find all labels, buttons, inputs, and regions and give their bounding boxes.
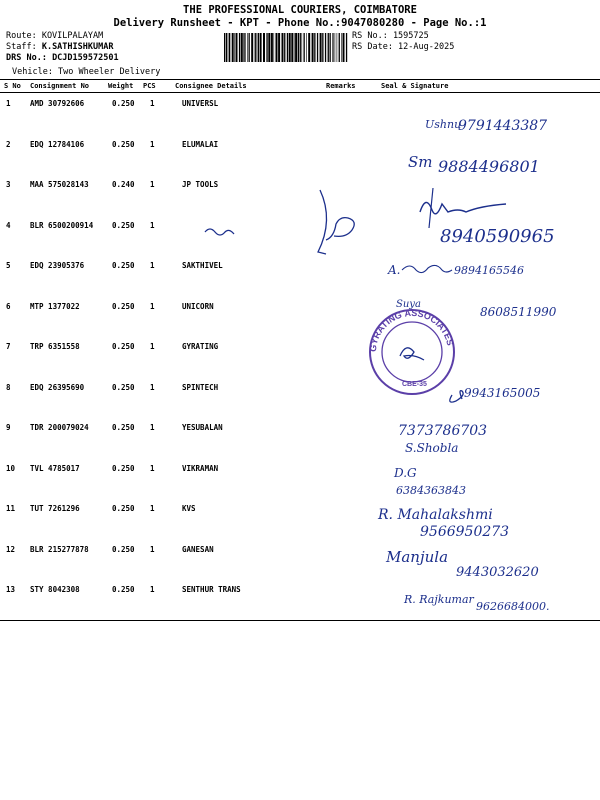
barcode-bar [337,33,338,62]
barcode-bar [229,33,230,62]
row-weight: 0.250 [112,544,135,554]
row-weight: 0.250 [112,301,135,311]
row-consignment: AMD 30792606 [30,99,85,108]
row-pcs: 1 [150,99,155,108]
row-weight: 0.250 [112,585,135,594]
barcode-bar [289,33,291,62]
row-consignee: SPINTECH [182,382,219,392]
barcode-bar [236,33,238,62]
row-consignment: STY 8042308 [30,585,80,594]
barcode-bar [308,33,310,62]
barcode-bar [284,33,285,62]
barcode-bar [239,33,240,62]
row-weight: 0.250 [112,99,135,108]
barcode-bar [298,33,299,62]
row-sno: 12 [6,544,16,554]
col-weight: Weight [108,82,134,90]
signature-row-11: R. Mahalakshmi [378,507,493,523]
row-sno: 1 [6,99,11,108]
signature-row-1: Ushnu [425,118,462,131]
barcode-bar [302,33,303,62]
phone-row-1: 9791443387 [458,118,548,134]
row-pcs: 1 [150,180,155,189]
barcode-bar [287,33,288,62]
row-sno: 2 [6,139,11,149]
barcode-bar [266,33,267,62]
barcode-bar [317,33,318,62]
barcode-bar [232,33,234,62]
row-sno: 3 [6,180,11,189]
row-consignment: BLR 215277878 [30,544,89,554]
signature-row-10: D.G [394,466,417,480]
row-consignment: TDR 200079024 [30,423,89,432]
phone-row-6: 8608511990 [480,305,557,319]
barcode-bar [224,33,225,62]
row-sno: 10 [6,463,16,473]
row-consignee: SAKTHIVEL [182,261,223,270]
row-pcs: 1 [150,261,155,270]
table-row [0,417,600,457]
barcode-bar [312,33,314,62]
row-pcs: 1 [150,463,155,473]
table-row [0,93,600,133]
barcode-bar [255,33,256,62]
table-row [0,336,600,376]
row-pcs: 1 [150,585,155,594]
row-pcs: 1 [150,342,155,351]
row-weight: 0.250 [112,261,135,270]
row-weight: 0.250 [112,139,135,149]
row-pcs: 1 [150,423,155,432]
row-consignment: EDQ 12784106 [30,139,85,149]
rs-number: RS No.: 1595725 [352,31,429,41]
barcode-bar [328,33,329,62]
rs-date: RS Date: 12-Aug-2025 [352,42,455,52]
table-bottom-rule [0,620,600,621]
table-row [0,134,600,174]
table-row [0,377,600,417]
barcode-bar [346,33,347,62]
runsheet-subtitle: Delivery Runsheet - KPT - Phone No.:9047080280 - Page No.:1 [113,17,487,29]
barcode-bar [332,33,333,62]
row-sno: 13 [6,585,16,594]
row-sno: 6 [6,301,11,311]
barcode-bar [249,33,250,62]
seal-city: CBE-35 [402,381,427,388]
row-weight: 0.250 [112,463,135,473]
table-row [0,579,600,619]
phone-row-5: 9894165546 [454,264,524,277]
row-sno: 11 [6,504,16,513]
phone-row-12: 9443032620 [456,565,539,580]
signature-row-12: Manjula [386,548,449,566]
barcode-bar [314,33,315,62]
col-consignee: Consignee Details [175,82,247,90]
barcode-bar [268,33,270,62]
table-row [0,215,600,255]
table-row [0,539,600,579]
barcode-bar [335,33,336,62]
col-consignment: Consignment No [30,82,90,90]
phone-row-11: 9566950273 [420,524,510,540]
barcode-bar [243,33,244,62]
route-line: Route: KOVILPALAYAM [6,31,104,41]
barcode-bar [333,33,334,62]
row-consignment: TRP 6351558 [30,342,80,351]
phone-row-8: 9943165005 [464,386,541,400]
table-top-rule [0,79,600,80]
phone-row-13: 9626684000. [476,600,550,613]
barcode-bar [322,33,323,62]
row-consignee: UNIVERSL [182,99,219,108]
row-sno: 7 [6,342,11,351]
barcode-bar [306,33,307,62]
barcode-bar [245,33,246,62]
barcode-bar [247,33,248,62]
phone-row-10: 6384363843 [396,484,466,497]
barcode-bar [257,33,258,62]
table-row [0,458,600,498]
row-consignment: TUT 7261296 [30,504,80,513]
row-sno: 9 [6,423,11,432]
barcode-bar [320,33,322,62]
table-row [0,296,600,336]
barcode-bar [234,33,235,62]
row-pcs: 1 [150,220,155,230]
barcode-bar [294,33,295,62]
info-left [6,31,119,64]
phone-row-4: 8940590965 [440,226,555,247]
row-weight: 0.250 [112,220,135,230]
col-remarks: Remarks [326,82,356,90]
col-pcs: PCS [143,82,156,90]
barcode-bar [260,33,262,62]
row-consignee: ELUMALAI [182,139,219,149]
row-consignment: BLR 6500200914 [30,220,94,230]
row-consignment: EDQ 26395690 [30,382,85,392]
row-pcs: 1 [150,544,155,554]
table-row [0,174,600,214]
barcode-bar [251,33,253,62]
barcode-bar [278,33,280,62]
barcode-bar [341,33,342,62]
drs-line: DRS No.: DCJD159572501 [6,53,119,63]
row-consignee: UNICORN [182,301,214,311]
signature-row-5: A. [388,263,401,277]
row-pcs: 1 [150,139,155,149]
table-row [0,255,600,295]
row-weight: 0.250 [112,382,135,392]
row-consignee: VIKRAMAN [182,463,219,473]
row-consignee: KVS [182,504,196,513]
signature-row-13: R. Rajkumar [404,593,474,606]
phone-row-9: 7373786703 [398,423,488,439]
barcode-bar [263,33,265,62]
barcode-bar [339,33,340,62]
barcode-bar [295,33,297,62]
col-signature: Seal & Signature [381,82,449,90]
barcode-bar [343,33,345,62]
row-pcs: 1 [150,301,155,311]
row-consignee: SENTHUR TRANS [182,585,241,594]
row-consignee: JP TOOLS [182,180,219,189]
company-title: THE PROFESSIONAL COURIERS, COIMBATORE [183,4,417,16]
row-sno: 4 [6,220,11,230]
staff-line: Staff: K.SATHISHKUMAR [6,42,114,52]
row-consignment: EDQ 23905376 [30,261,85,270]
info-right [352,31,454,53]
row-consignment: MTP 1377022 [30,301,80,311]
barcode [224,33,348,62]
barcode-bar [274,33,275,62]
row-weight: 0.250 [112,423,135,432]
barcode-bar [325,33,326,62]
row-weight: 0.240 [112,180,135,189]
row-weight: 0.250 [112,504,135,513]
row-sno: 8 [6,382,11,392]
barcode-bar [300,33,301,62]
phone-row-2: 9884496801 [438,157,540,176]
barcode-bar [330,33,331,62]
barcode-bar [291,33,293,62]
row-consignee: YESUBALAN [182,423,223,432]
table-row [0,498,600,538]
col-sno: S No [4,82,21,90]
barcode-bar [226,33,227,62]
row-consignment: MAA 575028143 [30,180,89,189]
row-pcs: 1 [150,504,155,513]
row-weight: 0.250 [112,342,135,351]
row-consignee: GYRATING [182,342,219,351]
signature-row-6: Suya [396,299,421,310]
barcode-bar [271,33,273,62]
barcode-bar [228,33,229,62]
signature-row-2: Sm [408,153,433,171]
barcode-bar [282,33,284,62]
row-sno: 5 [6,261,11,270]
row-pcs: 1 [150,382,155,392]
row-consignment: TVL 4785017 [30,463,80,473]
barcode-bar [241,33,243,62]
barcode-bar [258,33,259,62]
barcode-bar [304,33,305,62]
seal-text: GYRATING ASSOCIATES [367,307,456,353]
barcode-bar [276,33,278,62]
row-consignee: GANESAN [182,544,214,554]
signature-row-9: S.Shobla [405,441,459,455]
vehicle-line: Vehicle: Two Wheeler Delivery [12,67,161,77]
